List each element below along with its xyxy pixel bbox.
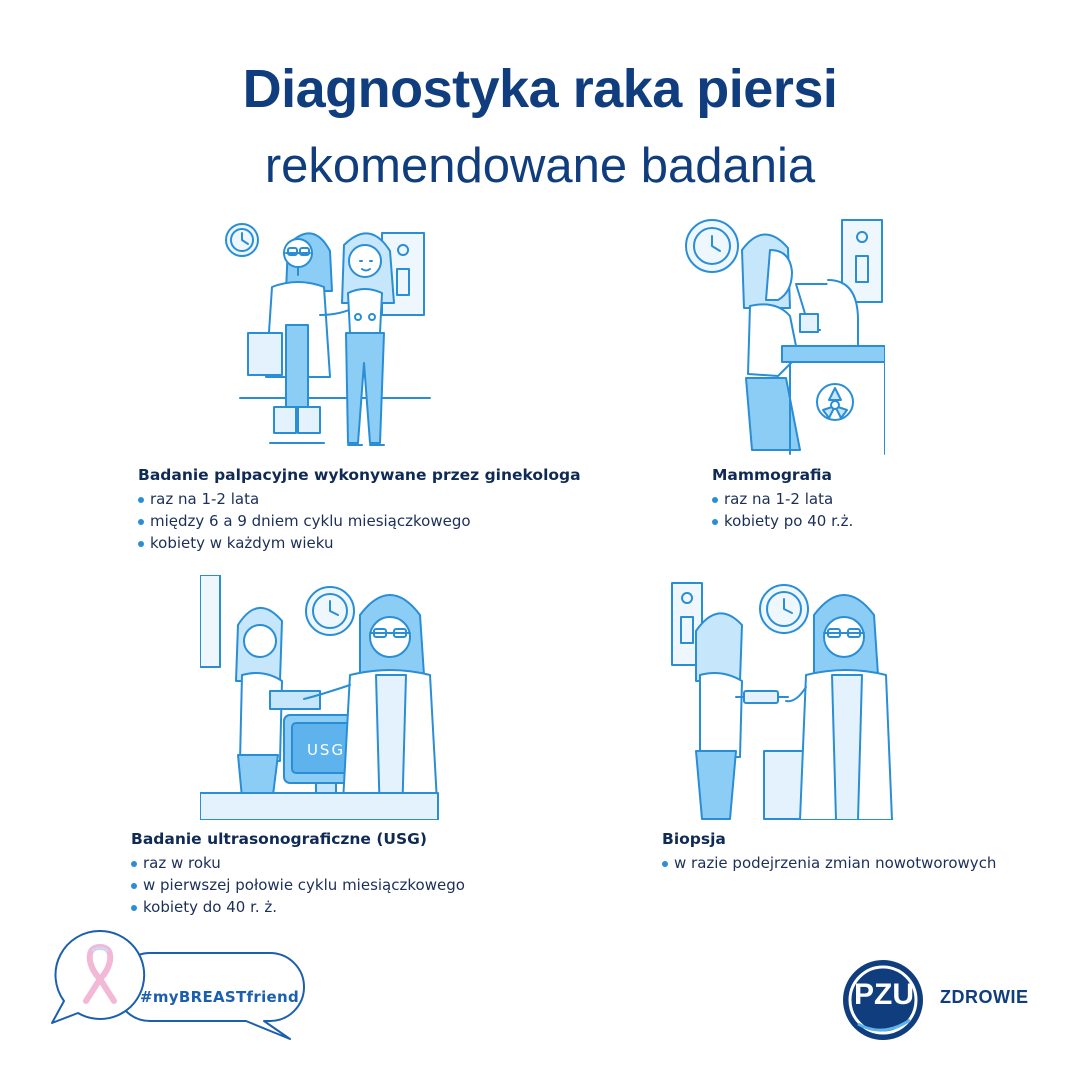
list-item: raz w roku: [131, 852, 465, 874]
page-title: Diagnostyka raka piersi: [242, 59, 838, 119]
section-heading: Badanie ultrasonograficzne (USG): [131, 830, 427, 848]
list-item: między 6 a 9 dniem cyklu miesiączkowego: [138, 510, 581, 532]
list-item: w pierwszej połowie cyklu miesiączkowego: [131, 874, 465, 896]
section-mammography: [712, 464, 853, 532]
usg-screen-label: USG: [306, 741, 346, 759]
hashtag-text: #myBREASTfriend: [140, 988, 300, 1006]
pzu-logo-text: PZU: [854, 978, 914, 1011]
list-item: raz na 1-2 lata: [712, 488, 853, 510]
brand-name: ZDROWIE: [940, 987, 1029, 1007]
ultrasound-illustration: [200, 575, 440, 820]
section-ultrasound: [131, 828, 465, 918]
section-heading: Biopsja: [662, 830, 726, 848]
section-heading: Badanie palpacyjne wykonywane przez ginekologa: [138, 466, 581, 484]
hashtag-speech-bubble: [50, 925, 315, 1045]
section-biopsy: [662, 828, 996, 874]
section-palpation: [138, 464, 581, 554]
section-heading: Mammografia: [712, 466, 832, 484]
list-item: kobiety po 40 r.ż.: [712, 510, 853, 532]
biopsy-illustration: [660, 575, 895, 820]
page-subtitle: rekomendowane badania: [264, 139, 816, 193]
list-item: w razie podejrzenia zmian nowotworowych: [662, 852, 996, 874]
mammography-machine-illustration: [670, 210, 885, 455]
doctor-palpation-illustration: [200, 215, 450, 460]
list-item: raz na 1-2 lata: [138, 488, 581, 510]
list-item: kobiety do 40 r. ż.: [131, 896, 465, 918]
list-item: kobiety w każdym wieku: [138, 532, 581, 554]
